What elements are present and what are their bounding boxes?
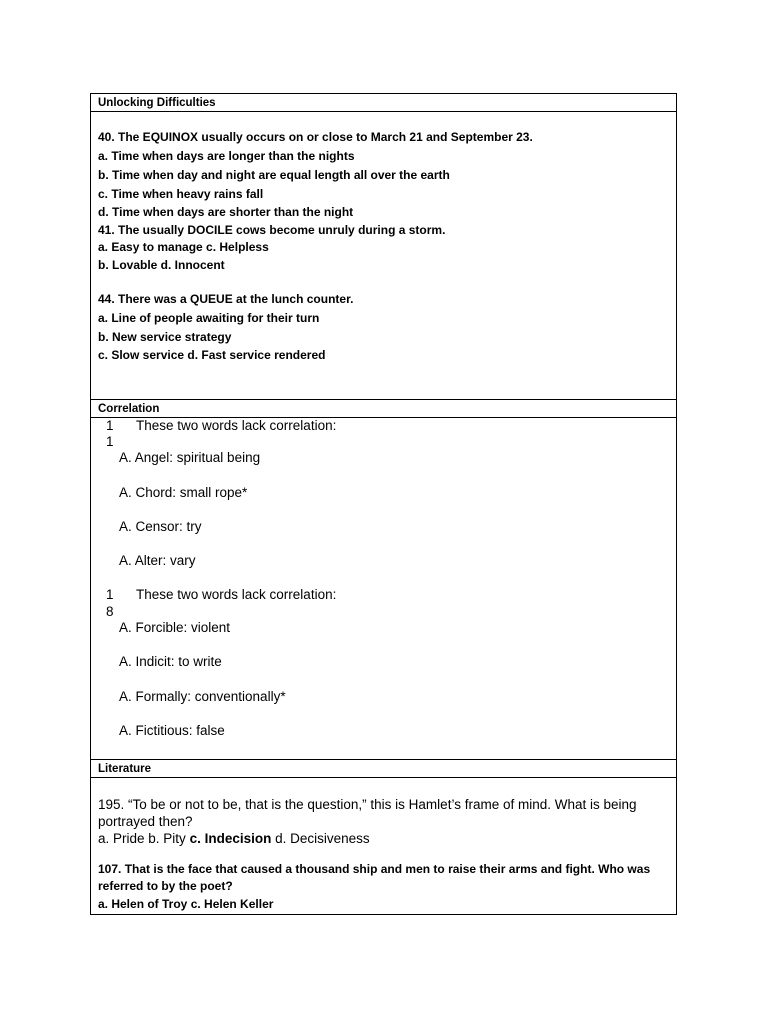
option-line: a. Line of people awaiting for their turn xyxy=(98,311,320,325)
option-line: c. Time when heavy rains fall xyxy=(98,187,264,201)
option-line: a. Easy to manage c. Helpless xyxy=(98,240,269,254)
question-44: 44. There was a QUEUE at the lunch counter. xyxy=(98,292,354,306)
option-line: A. Alter: vary xyxy=(119,553,196,568)
section-header-literature: Literature xyxy=(91,760,676,778)
option-line: b. New service strategy xyxy=(98,330,232,344)
option-line: c. Slow service d. Fast service rendered xyxy=(98,348,326,362)
question-40: 40. The EQUINOX usually occurs on or close to March 21 and September 23. xyxy=(98,130,533,144)
option-line: A. Formally: conventionally* xyxy=(119,689,286,704)
answer-option: c. Indecision xyxy=(189,831,272,846)
option-line: a. Pride b. Pity xyxy=(98,831,186,846)
option-line: b. Time when day and night are equal length all over the earth xyxy=(98,168,450,182)
answer-option: a. Helen of Troy xyxy=(98,897,188,911)
question-195 xyxy=(98,796,658,847)
section-body-literature xyxy=(91,778,676,914)
quiz-table xyxy=(90,93,677,915)
option-line: A. Forcible: violent xyxy=(119,620,231,635)
option-line: d. Decisiveness xyxy=(275,831,370,846)
section-body-correlation xyxy=(91,418,676,760)
question-number: 1 xyxy=(106,587,114,602)
option-line: A. Censor: try xyxy=(119,519,202,534)
question-number: 1 xyxy=(106,418,114,433)
option-line: d. Time when days are shorter than the night xyxy=(98,205,354,219)
option-line: A. Fictitious: false xyxy=(119,723,225,738)
section-header-unlocking: Unlocking Difficulties xyxy=(91,94,676,112)
option-line: b. Lovable d. Innocent xyxy=(98,258,225,272)
question-text: These two words lack correlation: xyxy=(136,418,337,433)
option-line: c. Helen Keller xyxy=(190,897,274,911)
section-header-correlation: Correlation xyxy=(91,400,676,418)
question-text: 195. “To be or not to be, that is the question,” this is Hamlet’s frame of mind. What is being portrayed then? xyxy=(98,797,637,829)
question-41: 41. The usually DOCILE cows become unruly during a storm. xyxy=(98,223,446,237)
question-107-line2: referred to by the poet? xyxy=(98,879,233,893)
question-number: 1 xyxy=(106,434,114,449)
option-line: A. Chord: small rope* xyxy=(119,485,248,500)
question-number: 8 xyxy=(106,604,114,619)
question-107-line1: 107. That is the face that caused a thousand ship and men to raise their arms and fight. Who was xyxy=(98,862,651,876)
section-body-unlocking xyxy=(91,112,676,400)
question-107-options xyxy=(98,897,273,912)
option-line: a. Time when days are longer than the nights xyxy=(98,149,355,163)
option-line: A. Indicit: to write xyxy=(119,654,222,669)
option-line: A. Angel: spiritual being xyxy=(119,450,261,465)
question-text: These two words lack correlation: xyxy=(136,587,337,602)
